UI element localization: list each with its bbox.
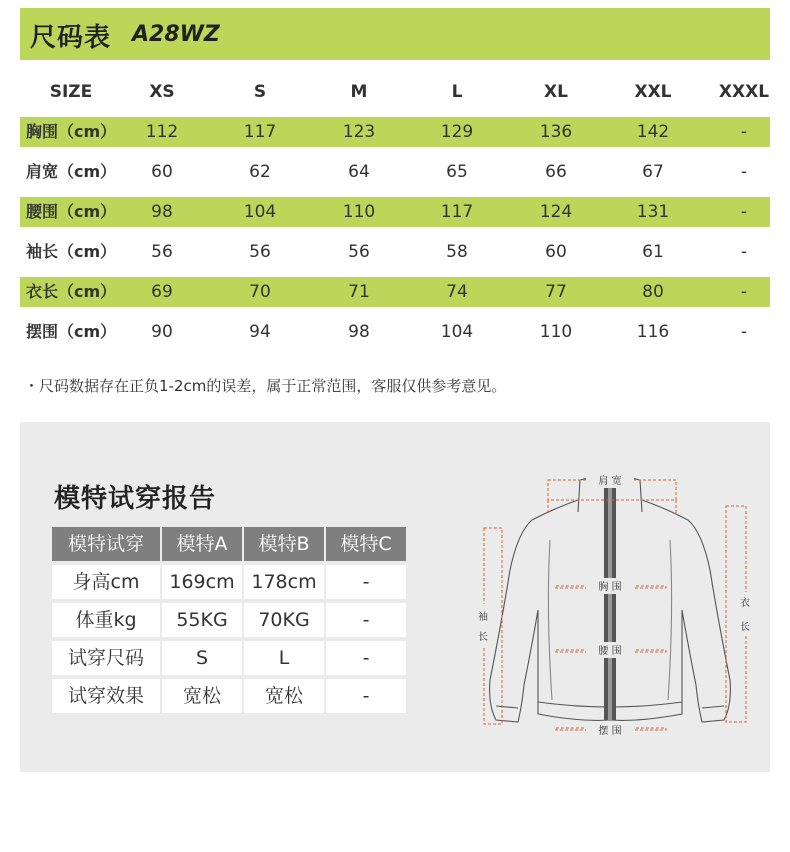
fit-cell: 身高cm: [52, 565, 160, 599]
size-cell: 56: [249, 242, 271, 262]
fit-cell: 体重kg: [52, 603, 160, 637]
row-label: SIZE: [49, 82, 93, 102]
size-cell: -: [740, 162, 748, 182]
model-number: A28WZ: [132, 22, 220, 47]
size-cell: 98: [151, 202, 173, 222]
size-cell: 60: [151, 162, 173, 182]
size-row: [20, 112, 770, 152]
page-title: 尺码表: [30, 23, 112, 53]
fit-header-cell: 模特B: [244, 527, 324, 561]
row-label: 衣长（cm）: [26, 282, 117, 301]
size-cell: 71: [348, 282, 370, 302]
size-cell: 112: [145, 122, 179, 142]
size-cell: 60: [545, 242, 567, 262]
sleeve-label-1: 袖: [478, 612, 488, 623]
fit-cell: -: [326, 641, 406, 675]
row-label: 肩宽（cm）: [26, 162, 117, 181]
hem-label: 摆 围: [598, 726, 622, 737]
fit-cell: 169cm: [162, 565, 242, 599]
fit-cell: 178cm: [244, 565, 324, 599]
size-cell: 104: [243, 202, 277, 222]
size-cell: 70: [249, 282, 271, 302]
size-cell: 94: [249, 322, 271, 342]
size-cell: S: [253, 82, 267, 102]
size-cell: 77: [545, 282, 567, 302]
fit-cell: 55KG: [162, 603, 242, 637]
size-row: [20, 232, 770, 272]
size-cell: -: [740, 242, 748, 262]
fit-header-cell: 模特A: [162, 527, 242, 561]
size-cell: 64: [348, 162, 370, 182]
size-row: [20, 192, 770, 232]
shoulder-label: 肩 宽: [598, 476, 622, 487]
size-cell: 56: [151, 242, 173, 262]
size-cell: 136: [539, 122, 573, 142]
size-cell: 80: [642, 282, 664, 302]
size-cell: 67: [642, 162, 664, 182]
fit-header-cell: 模特C: [326, 527, 406, 561]
size-cell: 69: [151, 282, 173, 302]
fit-report-title: 模特试穿报告: [54, 484, 217, 514]
size-table: [20, 72, 770, 352]
tolerance-note: ・尺码数据存在正负1-2cm的误差，属于正常范围，客服仅供参考意见。: [24, 377, 507, 395]
size-cell: 124: [539, 202, 573, 222]
size-cell: 123: [342, 122, 376, 142]
row-label: 摆围（cm）: [26, 322, 117, 341]
fit-cell: 宽松: [162, 679, 242, 713]
fit-cell: 试穿尺码: [52, 641, 160, 675]
length-label-2: 长: [740, 622, 750, 633]
fit-cell: -: [326, 679, 406, 713]
size-cell: 61: [642, 242, 664, 262]
fit-header-cell: 模特试穿: [52, 527, 160, 561]
size-cell: M: [350, 82, 368, 102]
size-cell: 129: [440, 122, 474, 142]
size-row: [20, 312, 770, 352]
size-cell: -: [740, 282, 748, 302]
chest-label: 胸 围: [598, 582, 622, 593]
size-cell: 110: [342, 202, 376, 222]
fit-cell: L: [244, 641, 324, 675]
fit-report-panel: [20, 422, 770, 772]
size-cell: L: [451, 82, 463, 102]
fit-cell: 试穿效果: [52, 679, 160, 713]
length-label-1: 衣: [740, 598, 750, 609]
size-row: [20, 152, 770, 192]
size-cell: 66: [545, 162, 567, 182]
sleeve-label-2: 长: [478, 632, 488, 643]
size-cell: 62: [249, 162, 271, 182]
size-cell: 117: [243, 122, 277, 142]
size-row: [20, 272, 770, 312]
size-cell: 58: [446, 242, 468, 262]
size-cell: 74: [446, 282, 468, 302]
size-cell: 110: [539, 322, 573, 342]
size-cell: 142: [636, 122, 670, 142]
size-cell: XXXL: [718, 82, 770, 102]
size-cell: XXL: [634, 82, 672, 102]
size-cell: -: [740, 322, 748, 342]
size-cell: 90: [151, 322, 173, 342]
fit-cell: S: [162, 641, 242, 675]
fit-cell: 70KG: [244, 603, 324, 637]
size-cell: 117: [440, 202, 474, 222]
size-cell: 104: [440, 322, 474, 342]
size-cell: -: [740, 122, 748, 142]
row-label: 胸围（cm）: [26, 122, 117, 141]
fit-cell: -: [326, 603, 406, 637]
size-header-row: [20, 72, 770, 112]
size-cell: XS: [149, 82, 175, 102]
row-label: 袖长（cm）: [26, 242, 117, 261]
size-cell: 65: [446, 162, 468, 182]
fit-cell: -: [326, 565, 406, 599]
size-cell: 98: [348, 322, 370, 342]
size-cell: 131: [636, 202, 670, 222]
size-cell: XL: [544, 82, 568, 102]
waist-label: 腰 围: [598, 646, 622, 657]
row-label: 腰围（cm）: [26, 202, 117, 221]
size-cell: 56: [348, 242, 370, 262]
size-cell: -: [740, 202, 748, 222]
fit-cell: 宽松: [244, 679, 324, 713]
jacket-diagram: [460, 470, 760, 750]
title-bar: [20, 8, 770, 60]
size-cell: 116: [636, 322, 670, 342]
